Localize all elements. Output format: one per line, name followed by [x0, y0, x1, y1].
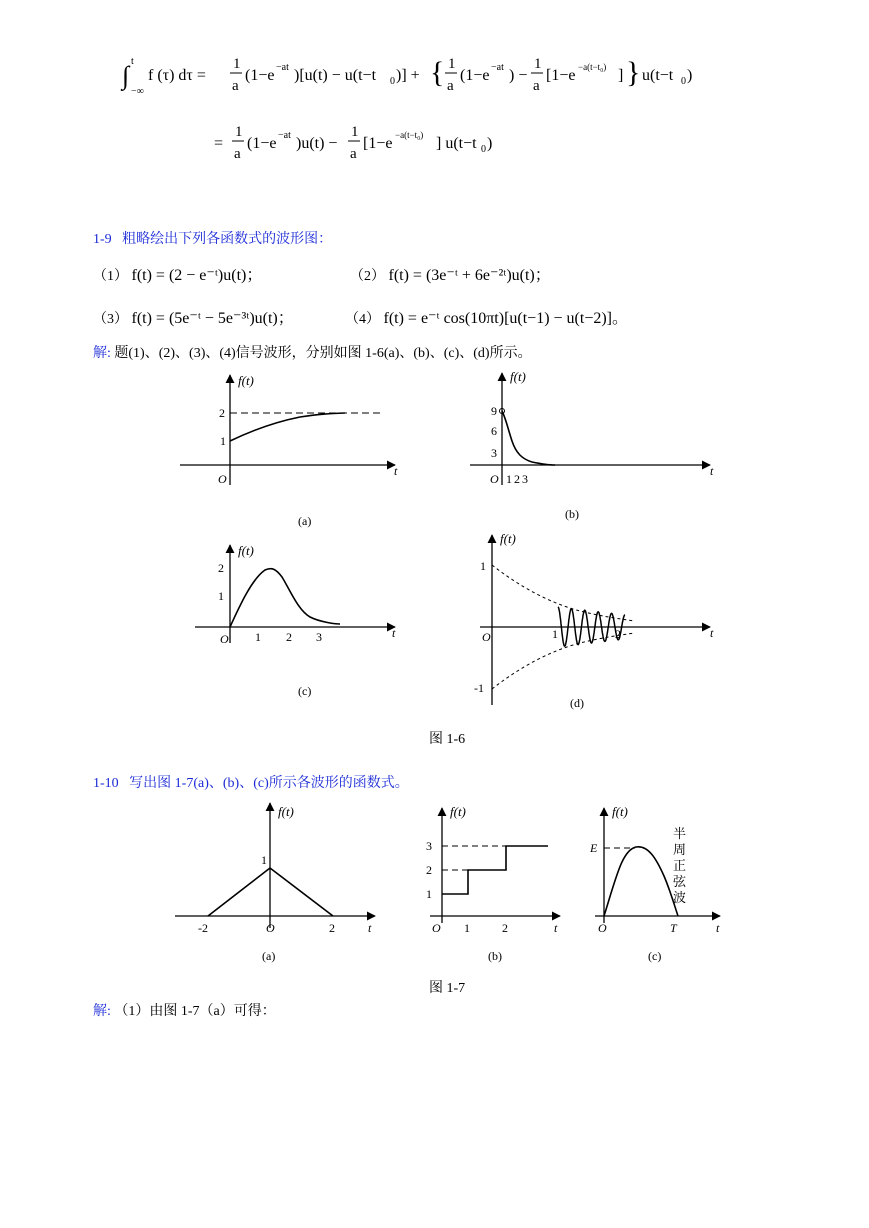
svg-text:(a): (a)	[262, 949, 276, 963]
fig-1-7c	[589, 804, 720, 963]
svg-text:(1−e: (1−e	[245, 67, 275, 84]
svg-text:1: 1	[233, 56, 241, 72]
svg-text:T: T	[670, 921, 677, 935]
svg-text:2: 2	[514, 472, 520, 486]
svg-text:0: 0	[390, 76, 395, 87]
svg-text:f (τ) dτ =: f (τ) dτ =	[148, 67, 206, 84]
svg-text:周: 周	[673, 842, 687, 857]
svg-text:): )	[687, 67, 693, 84]
svg-text:a: a	[447, 78, 454, 94]
svg-text:1: 1	[534, 56, 542, 72]
svg-text:弦: 弦	[673, 874, 687, 889]
problem-1-10-heading: 1-10 写出图 1-7(a)、(b)、(c)所示各波形的函数式。	[93, 776, 409, 791]
equation-line-2	[210, 118, 630, 168]
svg-text:a: a	[533, 78, 540, 94]
svg-text:2: 2	[502, 921, 508, 935]
svg-text:f(t): f(t)	[450, 804, 466, 819]
svg-text:O: O	[490, 472, 499, 486]
svg-text:3: 3	[522, 472, 528, 486]
svg-text:1: 1	[506, 472, 512, 486]
svg-text:O: O	[598, 921, 607, 935]
svg-text:(b): (b)	[488, 949, 502, 963]
svg-text:−at: −at	[276, 62, 289, 73]
svg-text:a: a	[234, 146, 241, 162]
svg-text:{: {	[430, 56, 445, 89]
svg-text:E: E	[590, 841, 598, 855]
svg-text:1: 1	[261, 853, 267, 867]
svg-text:2: 2	[218, 561, 224, 575]
svg-text:−∞: −∞	[131, 86, 144, 97]
fig-1-7a	[175, 803, 375, 963]
item-4: （4） f(t) = e⁻ᵗ cos(10πt)[u(t−1) − u(t−2)]。	[345, 310, 629, 327]
svg-text:3: 3	[491, 446, 497, 460]
svg-text:)[u(t) − u(t−t: )[u(t) − u(t−t	[294, 67, 377, 84]
svg-text:t: t	[554, 921, 558, 935]
fig-1-6d	[474, 531, 714, 710]
svg-text:1: 1	[552, 627, 558, 641]
svg-text:正: 正	[673, 858, 687, 873]
svg-text:6: 6	[491, 424, 497, 438]
item-1: （1） f(t) = (2 − e⁻ᵗ)u(t)；	[93, 267, 263, 284]
svg-text:)u(t) −: )u(t) −	[296, 135, 338, 152]
svg-text:a: a	[232, 78, 239, 94]
svg-text:O: O	[218, 472, 227, 486]
svg-text:波: 波	[673, 890, 687, 905]
item-2: （2） f(t) = (3e⁻ᵗ + 6e⁻²ᵗ)u(t)；	[350, 267, 551, 284]
problem-title: 粗略绘出下列各函数式的波形图：	[122, 232, 333, 247]
solution-label: 解:	[93, 346, 111, 361]
svg-text:): )	[487, 135, 493, 152]
ylabel-a: f(t)	[238, 373, 254, 388]
svg-text:1: 1	[218, 589, 224, 603]
svg-text:f(t): f(t)	[500, 531, 516, 546]
svg-text:(c): (c)	[648, 949, 662, 963]
svg-text:t: t	[131, 56, 134, 67]
svg-text:−at: −at	[278, 130, 291, 141]
xlabel-a: t	[394, 464, 398, 478]
curve-a	[230, 413, 345, 441]
svg-text:f(t): f(t)	[510, 369, 526, 384]
figure-1-6-caption: 图 1-6	[429, 732, 466, 747]
svg-text:1: 1	[480, 559, 486, 573]
svg-text:) −: ) −	[509, 67, 528, 84]
svg-text:[1−e: [1−e	[546, 67, 576, 84]
svg-text:1: 1	[220, 434, 226, 448]
svg-text:t: t	[710, 464, 714, 478]
svg-text:(d): (d)	[570, 696, 584, 710]
equation-line-1	[118, 50, 758, 100]
svg-text:O: O	[266, 921, 275, 935]
svg-text:t: t	[368, 921, 372, 935]
svg-text:-2: -2	[198, 921, 208, 935]
svg-text:0: 0	[481, 144, 486, 155]
svg-text:O: O	[482, 630, 491, 644]
svg-text:]: ]	[618, 67, 624, 84]
svg-text:[1−e: [1−e	[363, 135, 393, 152]
svg-text:半: 半	[673, 826, 687, 841]
svg-text:3: 3	[426, 839, 432, 853]
svg-text:t: t	[710, 626, 714, 640]
svg-text:f(t): f(t)	[238, 543, 254, 558]
svg-text:f(t): f(t)	[612, 804, 628, 819]
svg-text:2: 2	[329, 921, 335, 935]
svg-text:O: O	[432, 921, 441, 935]
equation-line-1-render	[118, 50, 758, 100]
svg-text:∫: ∫	[122, 61, 130, 90]
equation-line-2-render	[210, 118, 630, 168]
svg-text:0: 0	[681, 76, 686, 87]
solution-text: 题(1)、(2)、(3)、(4)信号波形，分别如图 1-6(a)、(b)、(c)、(d)所示。	[114, 346, 532, 361]
svg-text:1: 1	[351, 124, 359, 140]
svg-text:-1: -1	[474, 681, 484, 695]
svg-text:t: t	[392, 626, 396, 640]
fig-1-7b	[426, 804, 560, 963]
svg-text:(b): (b)	[565, 507, 579, 521]
item-3: （3） f(t) = (5e⁻ᵗ − 5e⁻³ᵗ)u(t)；	[93, 310, 294, 327]
svg-text:O: O	[220, 632, 229, 646]
fig-1-6c	[195, 543, 396, 698]
svg-text:2: 2	[426, 863, 432, 877]
solution-1-10: 解: （1）由图 1-7（a）可得：	[93, 1004, 276, 1019]
fig-1-6b	[470, 369, 714, 521]
svg-text:(c): (c)	[298, 684, 312, 698]
svg-text:1: 1	[464, 921, 470, 935]
figure-1-6	[170, 365, 730, 725]
solution-1-9	[93, 342, 532, 362]
svg-text:f(t): f(t)	[278, 804, 294, 819]
half-sine-c	[604, 847, 678, 916]
svg-text:−a(t−t₀): −a(t−t₀)	[578, 62, 607, 72]
figure-1-7-caption: 图 1-7	[429, 981, 466, 996]
svg-text:1: 1	[448, 56, 456, 72]
svg-text:] u(t−t: ] u(t−t	[436, 135, 477, 152]
svg-text:1: 1	[426, 887, 432, 901]
curve-c	[230, 569, 340, 627]
fig-1-6a	[180, 373, 398, 528]
curve-b	[502, 411, 555, 465]
problem-number: 1-9	[93, 232, 112, 247]
svg-text:)] +: )] +	[396, 67, 420, 84]
svg-text:=: =	[214, 135, 224, 152]
svg-text:1: 1	[255, 630, 261, 644]
figure-1-7	[170, 798, 730, 968]
sub-a: (a)	[298, 514, 312, 528]
svg-text:2: 2	[219, 406, 225, 420]
svg-text:−a(t−t₀): −a(t−t₀)	[395, 130, 424, 140]
svg-text:u(t−t: u(t−t	[642, 67, 674, 84]
svg-text:(1−e: (1−e	[460, 67, 490, 84]
svg-text:−at: −at	[491, 62, 504, 73]
problem-1-9-heading	[93, 228, 332, 248]
svg-text:1: 1	[235, 124, 243, 140]
svg-text:2: 2	[286, 630, 292, 644]
svg-text:9: 9	[491, 404, 497, 418]
svg-text:}: }	[626, 56, 641, 89]
svg-text:t: t	[716, 921, 720, 935]
svg-text:3: 3	[316, 630, 322, 644]
svg-text:(1−e: (1−e	[247, 135, 277, 152]
svg-text:2: 2	[615, 627, 621, 641]
svg-text:a: a	[350, 146, 357, 162]
